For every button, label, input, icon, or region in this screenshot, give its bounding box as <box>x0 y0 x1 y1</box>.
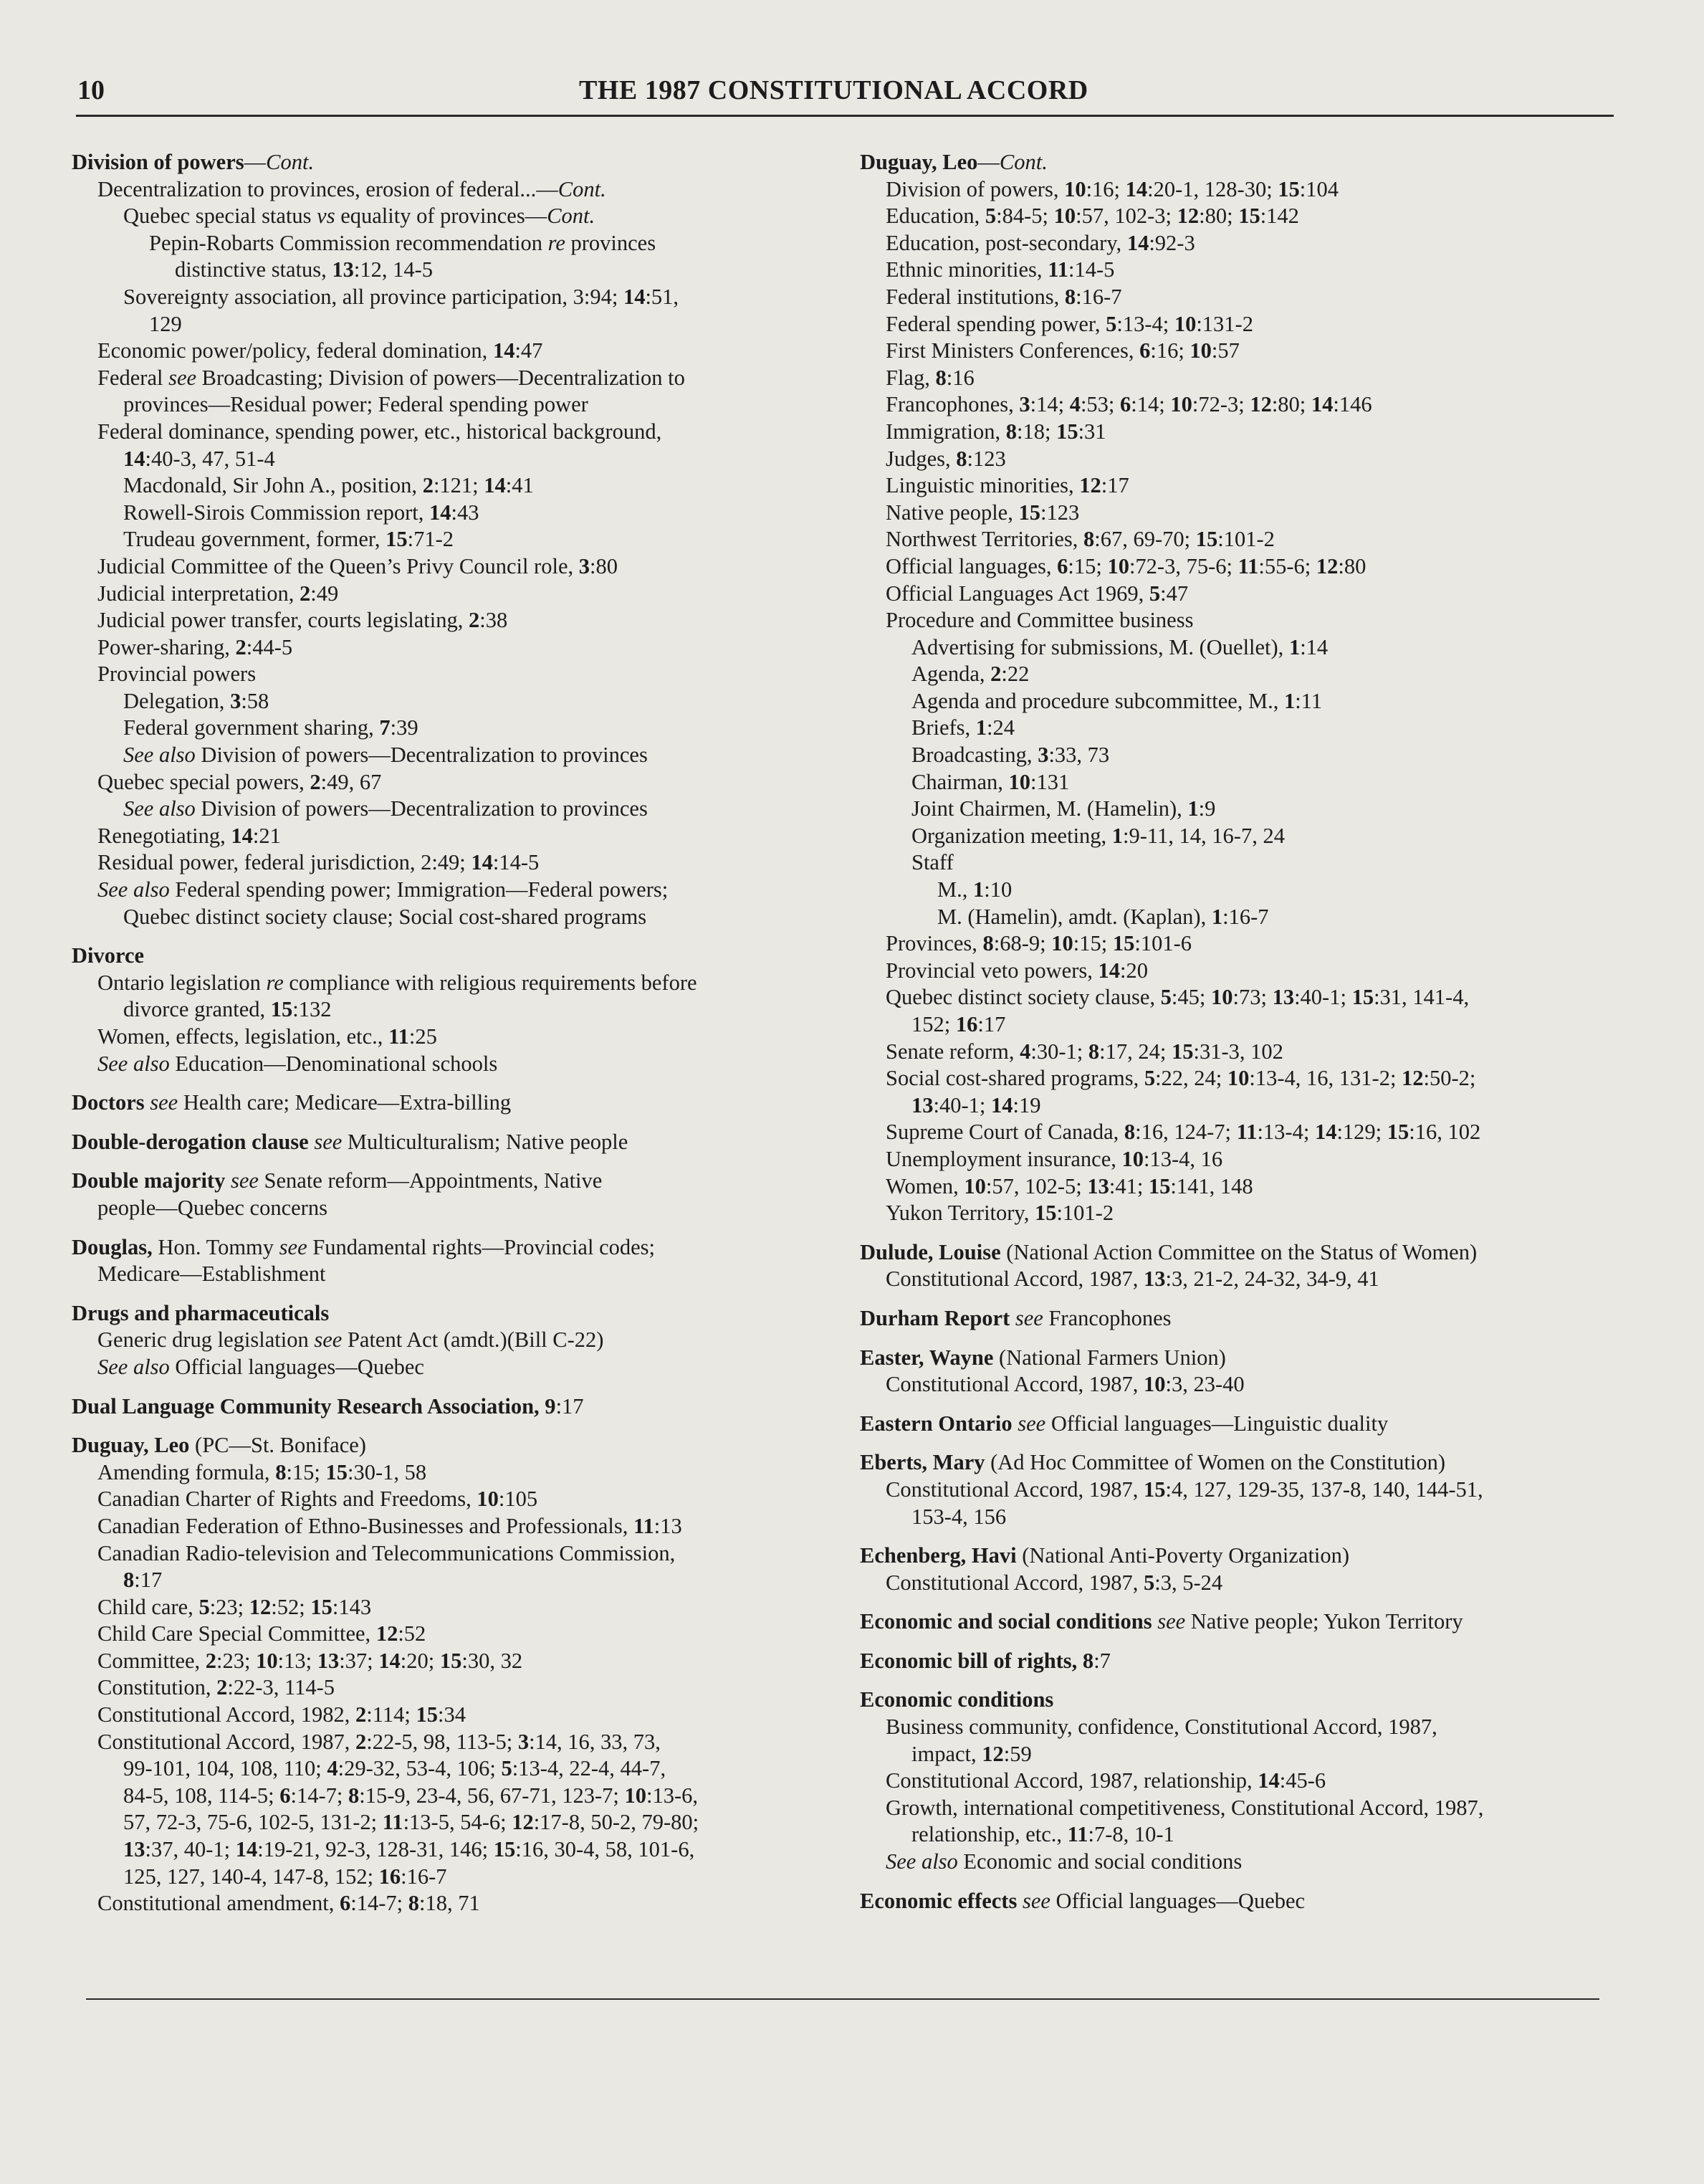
index-subentry-line: Delegation, 3:58 <box>123 688 269 713</box>
index-subentry-line: 129 <box>149 311 182 336</box>
index-subentry-line: M. (Hamelin), amdt. (Kaplan), 1:16-7 <box>937 904 1269 929</box>
index-subentry-line: Briefs, 1:24 <box>911 715 1015 740</box>
index-subentry-line: Linguistic minorities, 12:17 <box>886 473 1129 498</box>
index-subentry-line: 152; 16:17 <box>911 1012 1006 1036</box>
index-subentry-line: Decentralization to provinces, erosion of federal...—Cont. <box>97 176 606 201</box>
index-subentry-line: Generic drug legislation see Patent Act (amdt.)(Bill C-22) <box>97 1327 604 1353</box>
index-entry <box>860 1305 1619 1332</box>
footer-rule <box>86 1998 1599 2000</box>
index-subentry-line: Business community, confidence, Constitutional Accord, 1987, <box>886 1715 1437 1740</box>
index-subentry-line: Constitutional Accord, 1982, 2:114; 15:34 <box>97 1702 466 1727</box>
index-subentry-line: Trudeau government, former, 15:71-2 <box>123 527 454 552</box>
index-entry <box>860 149 1619 1227</box>
index-subentry-line: Northwest Territories, 8:67, 69-70; 15:101-2 <box>886 527 1275 552</box>
index-subentry-line: Francophones, 3:14; 4:53; 6:14; 10:72-3; 12:80; 14:146 <box>886 392 1372 417</box>
index-subentry-line: Power-sharing, 2:44-5 <box>97 634 293 659</box>
index-subentry-line: 84-5, 108, 114-5; 6:14-7; 8:15-9, 23-4, 56, 67-71, 123-7; 10:13-6, <box>123 1783 698 1808</box>
index-entry <box>860 1542 1619 1596</box>
index-subentry-line: Women, 10:57, 102-5; 13:41; 15:141, 148 <box>886 1173 1253 1198</box>
index-subentry-line: Provinces, 8:68-9; 10:15; 15:101-6 <box>886 931 1192 956</box>
page-number: 10 <box>77 75 105 105</box>
index-subentry-line: Quebec distinct society clause; Social cost-shared programs <box>123 904 647 929</box>
index-subentry-line: Macdonald, Sir John A., position, 2:121; 14:41 <box>123 473 534 498</box>
index-subentry-line: Growth, international competitiveness, Constitutional Accord, 1987, <box>886 1795 1484 1820</box>
index-subentry-line: Procedure and Committee business <box>886 608 1194 633</box>
index-subentry-line: Medicare—Establishment <box>97 1262 326 1287</box>
index-heading-line: Economic and social conditions see Native people; Yukon Territory <box>860 1609 1463 1634</box>
index-subentry-line: Immigration, 8:18; 15:31 <box>886 419 1106 444</box>
index-subentry-line: Division of powers, 10:16; 14:20-1, 128-30; 15:104 <box>886 176 1339 201</box>
index-heading-line: Double-derogation clause see Multiculturalism; Native people <box>72 1129 628 1154</box>
index-subentry-line: impact, 12:59 <box>911 1741 1032 1766</box>
index-subentry-line: Rowell-Sirois Commission report, 14:43 <box>123 500 479 525</box>
index-entry <box>860 1345 1619 1398</box>
index-subentry-line: Supreme Court of Canada, 8:16, 124-7; 11:13-4; 14:129; 15:16, 102 <box>886 1120 1481 1145</box>
index-subentry-line: Canadian Radio-television and Telecommunications Commission, <box>97 1540 676 1565</box>
index-entry <box>72 149 846 930</box>
index-subentry-line: relationship, etc., 11:7-8, 10-1 <box>911 1822 1174 1847</box>
index-subentry-line: Renegotiating, 14:21 <box>97 823 281 848</box>
index-entry <box>860 1449 1619 1530</box>
index-subentry-line: Constitutional Accord, 1987, 15:4, 127, 129-35, 137-8, 140, 144-51, <box>886 1477 1483 1502</box>
index-subentry-line: 8:17 <box>123 1568 163 1593</box>
index-heading-line: Economic effects see Official languages—Quebec <box>860 1888 1306 1913</box>
index-subentry-line: Quebec special powers, 2:49, 67 <box>97 769 382 794</box>
index-heading-line: Economic bill of rights, 8:7 <box>860 1648 1111 1673</box>
index-subentry-line: M., 1:10 <box>937 877 1013 902</box>
index-heading-line: Dual Language Community Research Association, 9:17 <box>72 1393 584 1418</box>
index-subentry-line: Chairman, 10:131 <box>911 769 1070 794</box>
index-entry <box>72 1393 846 1421</box>
index-subentry-line: Constitutional amendment, 6:14-7; 8:18, 71 <box>97 1891 480 1916</box>
index-entry <box>72 1432 846 1917</box>
index-entry <box>72 1300 846 1381</box>
index-subentry-line: Official languages, 6:15; 10:72-3, 75-6; 11:55-6; 12:80 <box>886 553 1366 578</box>
index-heading-line: Douglas, Hon. Tommy see Fundamental rights—Provincial codes; <box>72 1234 655 1259</box>
index-subentry-line: Residual power, federal jurisdiction, 2:49; 14:14-5 <box>97 850 540 875</box>
index-subentry-line: Flag, 8:16 <box>886 365 975 390</box>
index-subentry-line: See also Education—Denominational schools <box>97 1051 498 1076</box>
index-subentry-line: Ethnic minorities, 11:14-5 <box>886 257 1115 282</box>
index-subentry-line: See also Division of powers—Decentralization to provinces <box>123 743 648 768</box>
index-subentry-line: Constitutional Accord, 1987, 5:3, 5-24 <box>886 1570 1223 1595</box>
index-entry <box>860 1687 1619 1875</box>
index-subentry-line: Child Care Special Committee, 12:52 <box>97 1621 426 1646</box>
index-subentry-line: See also Economic and social conditions <box>886 1849 1243 1874</box>
index-subentry-line: 14:40-3, 47, 51-4 <box>123 446 275 471</box>
index-heading-line: Double majority see Senate reform—Appointments, Native <box>72 1168 603 1193</box>
index-subentry-line: See also Official languages—Quebec <box>97 1354 424 1379</box>
index-subentry-line: Judicial Committee of the Queen’s Privy Council role, 3:80 <box>97 553 618 578</box>
index-subentry-line: Canadian Federation of Ethno-Businesses and Professionals, 11:13 <box>97 1513 682 1538</box>
index-subentry-line: Federal dominance, spending power, etc., historical background, <box>97 419 662 444</box>
index-entry <box>860 1888 1619 1915</box>
index-subentry-line: Federal see Broadcasting; Division of powers—Decentralization to <box>97 365 685 390</box>
index-heading-line: Duguay, Leo (PC—St. Boniface) <box>72 1433 366 1458</box>
index-subentry-line: 125, 127, 140-4, 147-8, 152; 16:16-7 <box>123 1864 447 1889</box>
index-entry <box>72 1129 846 1156</box>
header-rule <box>76 115 1614 117</box>
index-heading-line: Durham Report see Francophones <box>860 1305 1172 1330</box>
index-heading-line: Duguay, Leo—Cont. <box>860 150 1048 174</box>
index-entry <box>860 1411 1619 1438</box>
index-subentry-line: Amending formula, 8:15; 15:30-1, 58 <box>97 1459 427 1484</box>
index-subentry-line: 57, 72-3, 75-6, 102-5, 131-2; 11:13-5, 54-6; 12:17-8, 50-2, 79-80; <box>123 1810 699 1835</box>
index-subentry-line: 153-4, 156 <box>911 1504 1007 1529</box>
index-heading-line: Echenberg, Havi (National Anti-Poverty Organization) <box>860 1543 1350 1568</box>
index-subentry-line: Pepin-Robarts Commission recommendation re provinces <box>149 230 656 255</box>
index-subentry-line: Judicial power transfer, courts legislating, 2:38 <box>97 608 508 633</box>
index-subentry-line: Joint Chairmen, M. (Hamelin), 1:9 <box>911 796 1216 821</box>
index-subentry-line: Sovereignty association, all province participation, 3:94; 14:51, <box>123 284 679 309</box>
index-subentry-line: Judicial interpretation, 2:49 <box>97 581 339 606</box>
index-subentry-line: Education, post-secondary, 14:92-3 <box>886 230 1195 255</box>
index-subentry-line: Organization meeting, 1:9-11, 14, 16-7, 24 <box>911 823 1285 848</box>
index-heading-line: Easter, Wayne (National Farmers Union) <box>860 1345 1226 1370</box>
running-title: THE 1987 CONSTITUTIONAL ACCORD <box>579 75 1088 105</box>
index-entry <box>72 1089 846 1117</box>
index-entry <box>72 1234 846 1288</box>
index-subentry-line: Senate reform, 4:30-1; 8:17, 24; 15:31-3, 102 <box>886 1039 1283 1064</box>
index-subentry-line: Agenda, 2:22 <box>911 662 1030 687</box>
index-subentry-line: Quebec distinct society clause, 5:45; 10:73; 13:40-1; 15:31, 141-4, <box>886 985 1470 1010</box>
index-subentry-line: Federal government sharing, 7:39 <box>123 715 418 740</box>
index-subentry-line: divorce granted, 15:132 <box>123 997 332 1022</box>
index-subentry-line: Advertising for submissions, M. (Ouellet), 1:14 <box>911 634 1329 659</box>
index-entry <box>860 1648 1619 1675</box>
index-heading-line: Drugs and pharmaceuticals <box>72 1300 330 1325</box>
index-subentry-line: Constitutional Accord, 1987, 13:3, 21-2, 24-32, 34-9, 41 <box>886 1267 1379 1292</box>
index-entry <box>860 1239 1619 1293</box>
index-subentry-line: Women, effects, legislation, etc., 11:25 <box>97 1024 437 1049</box>
index-subentry-line: provinces—Residual power; Federal spending power <box>123 392 588 417</box>
index-subentry-line: Constitutional Accord, 1987, relationship, 14:45-6 <box>886 1768 1326 1793</box>
index-subentry-line: 99-101, 104, 108, 110; 4:29-32, 53-4, 106; 5:13-4, 22-4, 44-7, <box>123 1756 666 1781</box>
index-subentry-line: Constitutional Accord, 1987, 2:22-5, 98, 113-5; 3:14, 16, 33, 73, <box>97 1729 661 1754</box>
page-header <box>0 0 1704 122</box>
index-subentry-line: Official Languages Act 1969, 5:47 <box>886 581 1189 606</box>
index-heading-line: Divorce <box>72 943 145 968</box>
index-entry <box>72 943 846 1077</box>
index-subentry-line: Unemployment insurance, 10:13-4, 16 <box>886 1146 1223 1171</box>
index-subentry-line: Child care, 5:23; 12:52; 15:143 <box>97 1594 372 1619</box>
index-entry <box>860 1608 1619 1636</box>
index-subentry-line: Constitution, 2:22-3, 114-5 <box>97 1675 335 1700</box>
index-subentry-line: Broadcasting, 3:33, 73 <box>911 743 1110 768</box>
index-subentry-line: Ontario legislation re compliance with religious requirements before <box>97 970 697 995</box>
index-subentry-line: Yukon Territory, 15:101-2 <box>886 1201 1114 1226</box>
index-entry <box>72 1168 846 1221</box>
index-heading-line: Eastern Ontario see Official languages—Linguistic duality <box>860 1411 1389 1436</box>
index-subentry-line: distinctive status, 13:12, 14-5 <box>175 257 434 282</box>
index-subentry-line: Quebec special status vs equality of provinces—Cont. <box>123 204 595 229</box>
index-subentry-line: Native people, 15:123 <box>886 500 1080 525</box>
index-subentry-line: Federal institutions, 8:16-7 <box>886 284 1122 309</box>
index-subentry-line: people—Quebec concerns <box>97 1195 327 1220</box>
index-heading-line: Dulude, Louise (National Action Committee on the Status of Women) <box>860 1239 1478 1264</box>
index-subentry-line: First Ministers Conferences, 6:16; 10:57 <box>886 338 1240 363</box>
index-subentry-line: Provincial veto powers, 14:20 <box>886 958 1148 983</box>
index-column-left <box>72 149 846 1930</box>
index-heading-line: Doctors see Health care; Medicare—Extra-billing <box>72 1090 512 1115</box>
index-subentry-line: Agenda and procedure subcommittee, M., 1:11 <box>911 688 1323 713</box>
index-subentry-line: See also Division of powers—Decentralization to provinces <box>123 796 648 821</box>
index-subentry-line: Judges, 8:123 <box>886 446 1006 471</box>
index-subentry-line: Education, 5:84-5; 10:57, 102-3; 12:80; 15:142 <box>886 204 1299 229</box>
index-subentry-line: Staff <box>911 850 954 875</box>
index-subentry-line: 13:40-1; 14:19 <box>911 1092 1041 1117</box>
index-heading-line: Eberts, Mary (Ad Hoc Committee of Women on the Constitution) <box>860 1450 1445 1475</box>
index-column-right <box>860 149 1619 1927</box>
index-subentry-line: See also Federal spending power; Immigration—Federal powers; <box>97 877 669 902</box>
index-subentry-line: Canadian Charter of Rights and Freedoms, 10:105 <box>97 1487 538 1512</box>
index-subentry-line: Economic power/policy, federal domination, 14:47 <box>97 338 543 363</box>
index-subentry-line: Provincial powers <box>97 662 257 687</box>
index-subentry-line: Constitutional Accord, 1987, 10:3, 23-40 <box>886 1372 1245 1397</box>
index-subentry-line: Social cost-shared programs, 5:22, 24; 10:13-4, 16, 131-2; 12:50-2; <box>886 1066 1476 1091</box>
index-subentry-line: Federal spending power, 5:13-4; 10:131-2 <box>886 311 1253 336</box>
index-subentry-line: 13:37, 40-1; 14:19-21, 92-3, 128-31, 146; 15:16, 30-4, 58, 101-6, <box>123 1837 695 1862</box>
index-heading-line: Division of powers—Cont. <box>72 150 315 174</box>
index-subentry-line: Committee, 2:23; 10:13; 13:37; 14:20; 15:30, 32 <box>97 1648 523 1673</box>
index-heading-line: Economic conditions <box>860 1687 1054 1712</box>
